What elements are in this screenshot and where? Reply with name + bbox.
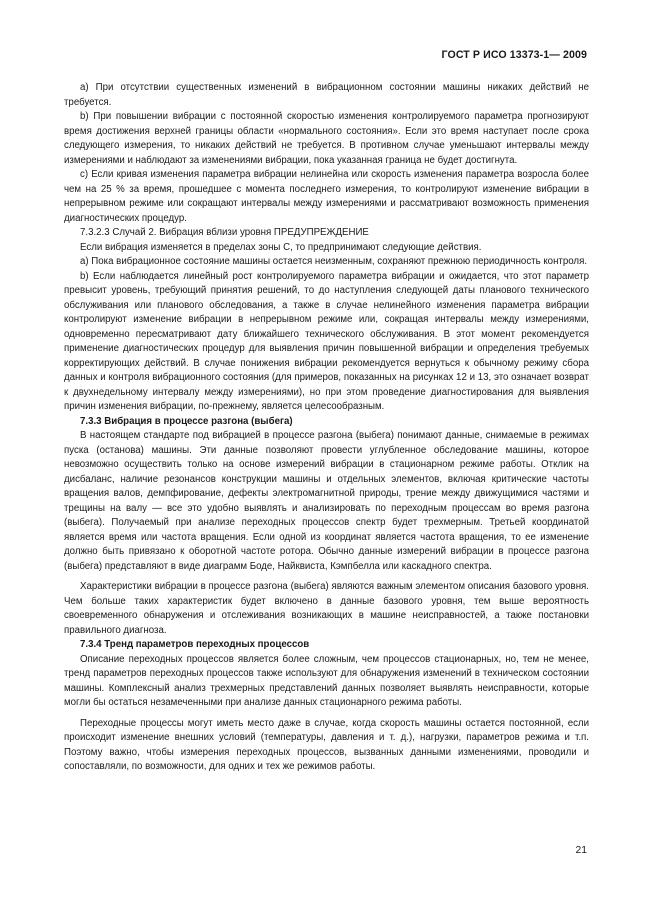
paragraph: a) Пока вибрационное состояние машины остается неизменным, сохраняют прежнюю периодичность контроля. bbox=[80, 256, 588, 267]
subsection-heading: 7.3.2.3 Случай 2. Вибрация вблизи уровня ПРЕДУПРЕЖДЕНИЕ bbox=[80, 227, 369, 238]
standard-header: ГОСТ Р ИСО 13373-1— 2009 bbox=[441, 49, 587, 61]
paragraph: b) При повышении вибрации с постоянной скоростью изменения контролируемого параметра прогнозируют время достижения верхней границы области «нормального состояния». Если это время наступает после срока следующего измерения, то никаких действий не требуется. В противном случае уменьшают интервалы между измерениями и наблюдают за изменениями вибрации, пока указанная граница не будет достигнута. bbox=[64, 111, 589, 166]
page-number: 21 bbox=[575, 845, 587, 856]
paragraph: Переходные процессы могут иметь место даже в случае, когда скорость машины остается постоянной, если происходит изменение внешних условий (температуры, давления и т. д.), нагрузки, параметров режима и т.п. Поэтому важно, чтобы измерения переходных процессов, вызванных данными изменениями, проводили и сопоставляли, по возможности, для одних и тех же режимов работы. bbox=[64, 717, 589, 772]
body-text bbox=[64, 81, 589, 775]
section-heading: 7.3.3 Вибрация в процессе разгона (выбега) bbox=[80, 415, 293, 427]
paragraph: b) Если наблюдается линейный рост контролируемого параметра вибрации и ожидается, что этот параметр превысит уровень, требующий принятия решений, то до наступления следующей даты планового технического обслуживания или планового обследования, а также в случае нелинейного изменения параметра вибрации контролируют изменение вибрации в непрерывном режиме или, сокращая интервалы между измерениями, одновременно пересматривают дату ближайшего технического обслуживания. В этот момент рекомендуется применение диагностических процедур для выявления причин повышенной вибрации и определения требуемых корректирующих действий. В случае понижения вибрации рекомендуется вернуться к обычному режиму сбора данных и контроля вибрационного состояния (для примеров, показанных на рисунках 12 и 13, это означает возврат к двухнедельному интервалу между измерениями), но при этом проведение диагностирования для выявления причин изменения вибрации, по-прежнему, является целесообразным. bbox=[64, 270, 589, 412]
paragraph: Описание переходных процессов является более сложным, чем процессов стационарных, но, тем не менее, тренд параметров переходных процессов также используют для обнаружения изменений в техническом состоянии машины. Комплексный анализ трехмерных представлений данных позволяет выявлять неисправности, которые могли бы остаться незамеченными при анализе данных стационарного режима работы. bbox=[64, 653, 589, 708]
paragraph: Если вибрация изменяется в пределах зоны C, то предпринимают следующие действия. bbox=[80, 241, 482, 253]
paragraph: a) При отсутствии существенных изменений в вибрационном состоянии машины никаких действий не требуется. bbox=[64, 82, 589, 108]
paragraph: В настоящем стандарте под вибрацией в процессе разгона (выбега) понимают данные, снимаемые в режимах пуска (останова) машины. Эти данные позволяют провести углубленное обследование машины, которое невозможно осуществить только на основе измерений вибрации в стационарном режиме работы. Отклик на дисбаланс, наличие резонансов конструкции машины и отдельных элементов, включая критические частоты вращения валов, демпфирование, дефекты электромагнитной природы, трение между движущимися частями и трещины на валу — все это удобно выявлять и анализировать по переходным процессам во время разгона (выбега). Получаемый при анализе переходных процессов спектр будет трехмерным. Третьей координатой является время или частота вращения. Если одной из координат является частота вращения, то ее изменение должно быть привязано к оборотной частоте ротора. Обычно данные измерений вибрации в процессе разгона (выбега) представляют в виде диаграмм Боде, Найквиста, Кэмпбелла или каскадного спектра. bbox=[64, 430, 589, 572]
paragraph: Характеристики вибрации в процессе разгона (выбега) являются важным элементом описания базового уровня. Чем больше таких характеристик будет включено в данные базового уровня, тем выше вероятность своевременного обнаружения и отслеживания возникающих в машине неисправностей, а также постановки правильного диагноза. bbox=[64, 581, 589, 636]
paragraph: c) Если кривая изменения параметра вибрации нелинейна или скорость изменения параметра возросла более чем на 25 % за время, прошедшее с момента последнего измерения, то контролируют изменение вибрации в непрерывном режиме или сокращают интервалы между измерениями и рассматривают возможность применения диагностических процедур. bbox=[64, 169, 589, 224]
section-heading: 7.3.4 Тренд параметров переходных процессов bbox=[80, 639, 310, 650]
